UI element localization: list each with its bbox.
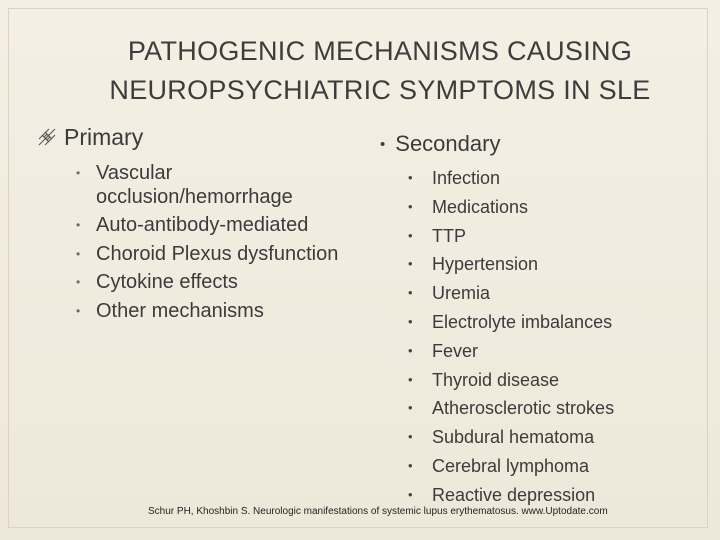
secondary-item-label: Medications xyxy=(432,196,529,217)
primary-item xyxy=(76,299,356,324)
bullet-icon: • xyxy=(408,486,413,502)
secondary-item-label: Reactive depression xyxy=(432,484,596,505)
bullet-icon: • xyxy=(380,136,386,153)
primary-item xyxy=(76,162,356,209)
secondary-item-label: Atherosclerotic strokes xyxy=(432,398,615,419)
secondary-item xyxy=(408,423,614,452)
bullet-icon: • xyxy=(408,400,413,416)
primary-item xyxy=(76,242,356,267)
secondary-item xyxy=(408,337,614,366)
bullet-icon: • xyxy=(76,246,81,261)
secondary-item xyxy=(408,366,614,395)
secondary-item xyxy=(408,394,615,423)
primary-item-label: Cytokine effects xyxy=(96,271,238,293)
bullet-icon: • xyxy=(408,371,413,387)
secondary-item-label: Uremia xyxy=(432,283,491,304)
secondary-item-label: TTP xyxy=(432,225,466,246)
bullet-icon: • xyxy=(76,275,81,289)
bullet-icon: • xyxy=(408,227,413,243)
bullet-icon: • xyxy=(76,303,81,318)
secondary-item-label: Thyroid disease xyxy=(432,369,560,390)
secondary-item xyxy=(408,308,614,337)
flower-bullet-icon xyxy=(36,126,58,148)
secondary-item xyxy=(408,222,614,251)
bullet-icon: • xyxy=(76,218,81,232)
bullet-icon: • xyxy=(408,170,413,185)
bullet-icon: • xyxy=(408,198,413,214)
bullet-icon: • xyxy=(408,256,413,272)
secondary-item-label: Infection xyxy=(432,168,501,188)
primary-item-label: Auto-antibody-mediated xyxy=(96,214,309,236)
primary-item xyxy=(76,271,356,295)
secondary-item-label: Hypertension xyxy=(432,254,539,275)
bullet-icon: • xyxy=(76,166,81,180)
primary-list xyxy=(76,162,356,328)
primary-item-label: Vascular occlusion/hemorrhage xyxy=(96,162,293,208)
bullet-icon: • xyxy=(408,429,413,445)
secondary-item-label: Electrolyte imbalances xyxy=(432,311,613,332)
secondary-list xyxy=(408,164,615,510)
secondary-item xyxy=(408,250,614,279)
secondary-item xyxy=(408,452,614,481)
bullet-icon: • xyxy=(408,457,413,473)
secondary-item-label: Cerebral lymphoma xyxy=(432,455,590,476)
citation-text: Schur PH, Khoshbin S. Neurologic manifestations of systemic lupus erythematosus. www.Uptodate.com xyxy=(148,506,608,517)
secondary-item-label: Subdural hematoma xyxy=(432,427,595,448)
primary-item xyxy=(76,214,356,238)
title-line-2: NEUROPSYCHIATRIC SYMPTOMS IN SLE xyxy=(109,75,651,105)
primary-item-label: Other mechanisms xyxy=(96,299,264,322)
primary-heading xyxy=(36,124,143,151)
bullet-icon: • xyxy=(408,342,413,358)
secondary-heading xyxy=(380,131,500,157)
bullet-icon: • xyxy=(408,285,413,301)
primary-heading-label: Primary xyxy=(64,124,144,150)
slide-title xyxy=(60,32,700,110)
secondary-item xyxy=(408,279,614,308)
secondary-heading-label: Secondary xyxy=(395,131,501,156)
secondary-item xyxy=(408,164,614,193)
secondary-item xyxy=(408,193,614,222)
title-line-1: PATHOGENIC MECHANISMS CAUSING xyxy=(127,36,633,66)
secondary-item-label: Fever xyxy=(432,340,479,361)
primary-item-label: Choroid Plexus dysfunction xyxy=(96,242,339,265)
bullet-icon: • xyxy=(408,313,413,329)
